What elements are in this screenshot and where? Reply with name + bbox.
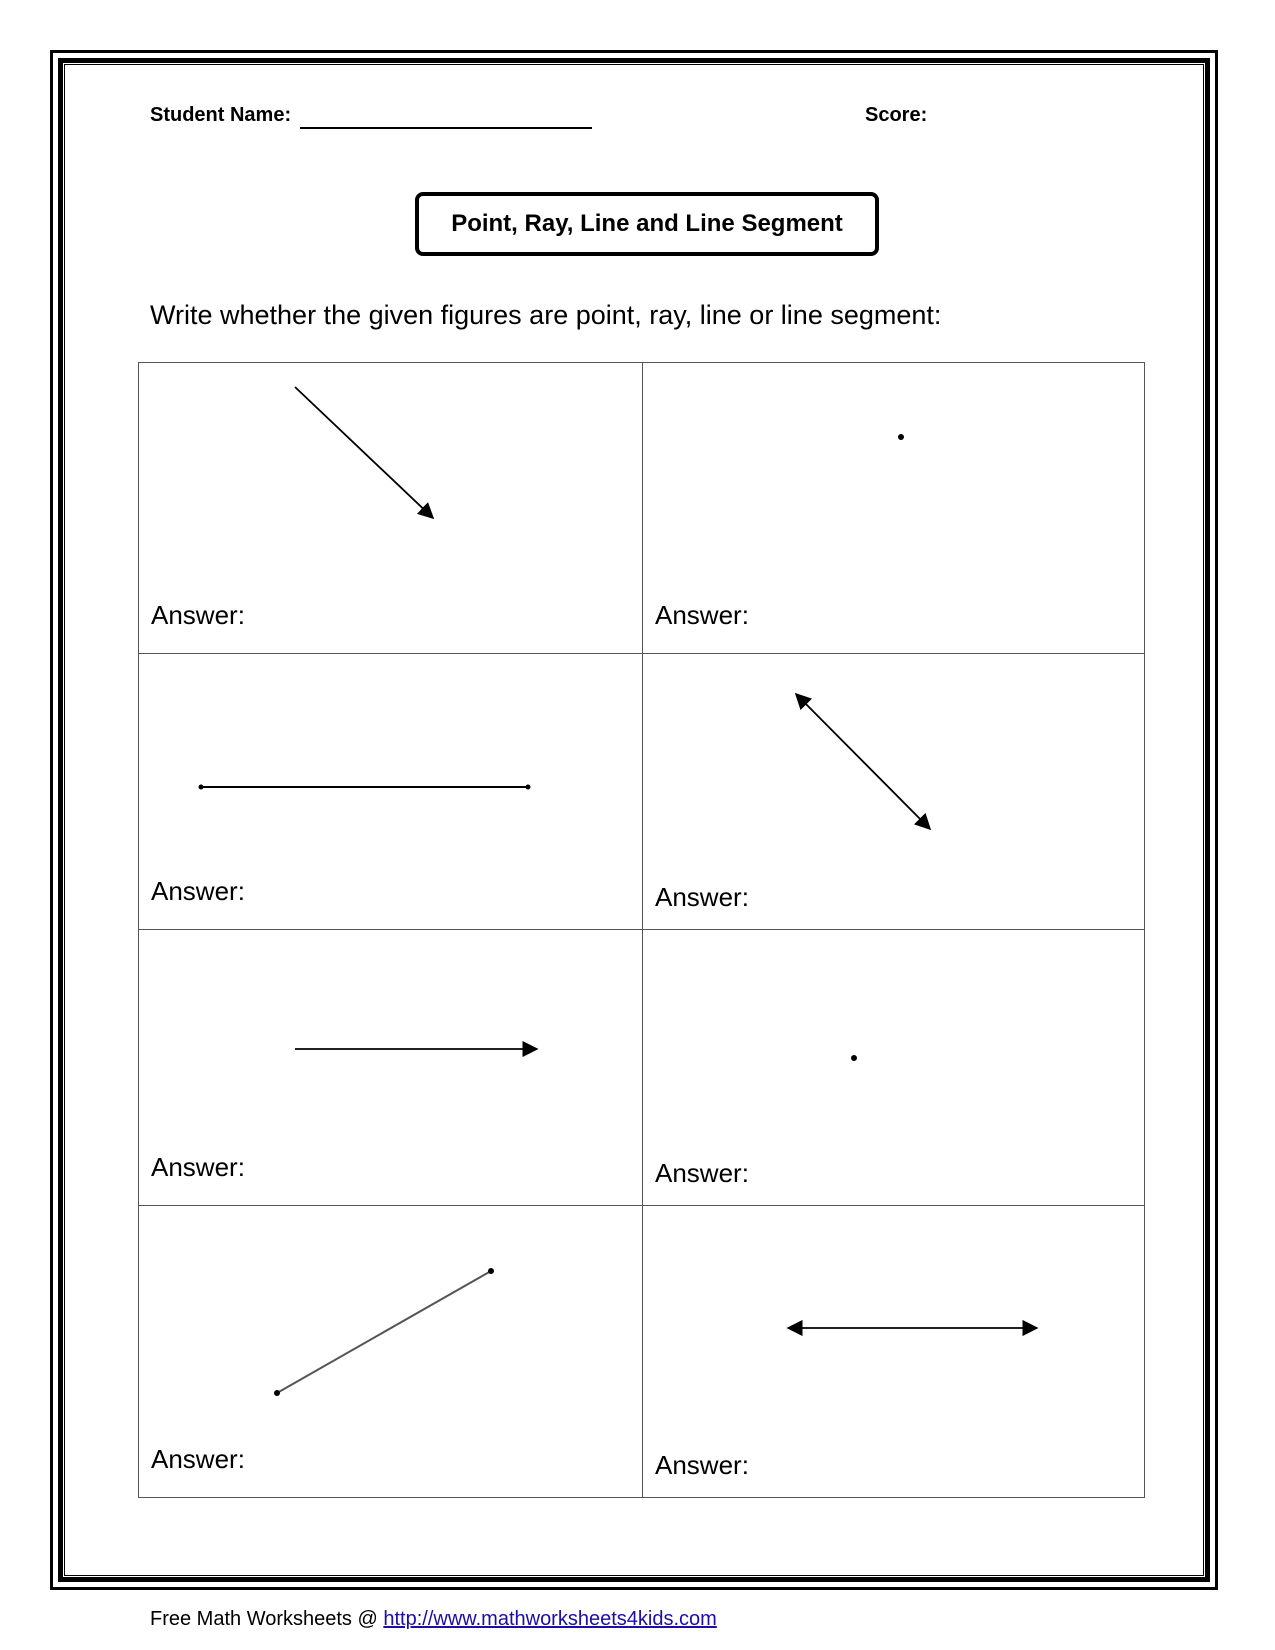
- figure-cell-4: [642, 653, 1145, 930]
- answer-label: Answer:: [151, 876, 245, 906]
- student-name-field[interactable]: [300, 127, 592, 129]
- figure-cell-5: [138, 929, 643, 1206]
- answer-label: Answer:: [655, 1158, 749, 1188]
- figure-cell-7: [138, 1205, 643, 1498]
- instructions: Write whether the given figures are point, ray, line or line segment:: [150, 300, 942, 330]
- worksheet-title-text: Point, Ray, Line and Line Segment: [451, 210, 843, 237]
- figure-cell-3: [138, 653, 643, 930]
- answer-label: Answer:: [151, 1444, 245, 1474]
- footer-link[interactable]: http://www.mathworksheets4kids.com: [383, 1608, 717, 1630]
- figure-cell-6: [642, 929, 1145, 1206]
- answer-label: Answer:: [655, 1450, 749, 1480]
- figure-cell-8: [642, 1205, 1145, 1498]
- figure-grid: [138, 362, 1145, 1498]
- answer-label: Answer:: [655, 882, 749, 912]
- answer-label: Answer:: [151, 600, 245, 630]
- answer-label: Answer:: [151, 1152, 245, 1182]
- figure-cell-2: [642, 362, 1145, 654]
- student-name-label: Student Name:: [150, 104, 292, 126]
- answer-label: Answer:: [655, 600, 749, 630]
- figure-cell-1: [138, 362, 643, 654]
- score-label: Score:: [865, 104, 928, 126]
- footer: [150, 1608, 717, 1631]
- worksheet-title: [415, 192, 879, 256]
- footer-text: Free Math Worksheets @: [150, 1608, 384, 1630]
